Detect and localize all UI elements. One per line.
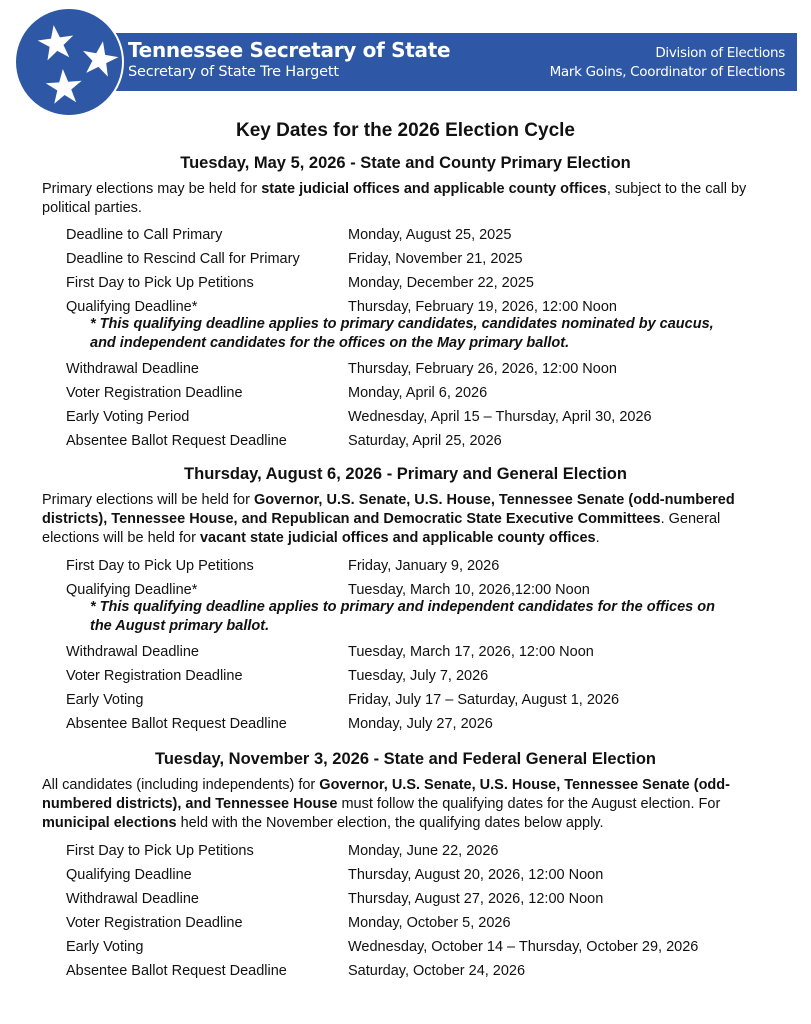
date-label: First Day to Pick Up Petitions [66, 275, 254, 291]
date-label: Voter Registration Deadline [66, 668, 243, 684]
date-value: Saturday, April 25, 2026 [348, 433, 502, 449]
date-value: Thursday, February 19, 2026, 12:00 Noon [348, 299, 617, 315]
intro-text: Primary elections may be held for [42, 181, 262, 197]
key-date-row [66, 935, 811, 959]
election-section [0, 152, 811, 453]
brand-title: Tennessee Secretary of State [128, 38, 451, 62]
date-value: Thursday, February 26, 2026, 12:00 Noon [348, 361, 617, 377]
intro-text: held with the November election, the qualifying dates below apply. [176, 815, 604, 831]
key-date-row [66, 223, 811, 247]
key-dates-list [66, 839, 811, 983]
intro-text: Primary elections will be held for [42, 492, 254, 508]
brand-block [128, 38, 450, 82]
key-dates-list [66, 554, 811, 736]
date-value: Friday, November 21, 2025 [348, 251, 523, 267]
qualifying-footnote: * This qualifying deadline applies to primary and independent candidates for the offices on the August primary ballot. [90, 599, 715, 634]
date-label: Voter Registration Deadline [66, 915, 243, 931]
sections-container [0, 152, 811, 983]
date-value: Monday, August 25, 2025 [348, 227, 512, 243]
date-label: Early Voting [66, 692, 144, 708]
intro-text: All candidates (including independents) for [42, 777, 320, 793]
division-name: Division of Elections [655, 45, 785, 61]
date-label: Qualifying Deadline [66, 867, 192, 883]
intro-emphasis: municipal elections [42, 815, 177, 831]
key-date-row [66, 911, 811, 935]
section-intro [42, 180, 772, 218]
key-date-row [66, 381, 811, 405]
date-value: Wednesday, October 14 – Thursday, October 29, 2026 [348, 939, 699, 955]
election-section [0, 463, 811, 736]
date-label: Voter Registration Deadline [66, 385, 243, 401]
date-value: Monday, June 22, 2026 [348, 843, 499, 859]
intro-text: . General elections will be held for [42, 511, 721, 546]
section-heading: Tuesday, November 3, 2026 - State and Federal General Election [155, 750, 656, 768]
key-date-row [66, 863, 811, 887]
page-title: Key Dates for the 2026 Election Cycle [236, 120, 575, 141]
election-section [0, 748, 811, 983]
date-value: Tuesday, July 7, 2026 [348, 668, 489, 684]
key-date-row [66, 271, 811, 295]
section-heading: Thursday, August 6, 2026 - Primary and General Election [184, 465, 627, 483]
intro-emphasis: Governor, U.S. Senate, U.S. House, Tennessee Senate (odd-numbered districts), and Tennessee House [42, 777, 730, 812]
section-intro [42, 491, 772, 548]
key-date-row [66, 664, 811, 688]
key-date-row [66, 959, 811, 983]
key-date-row [66, 640, 811, 664]
date-value: Wednesday, April 15 – Thursday, April 30, 2026 [348, 409, 652, 425]
date-value: Thursday, August 27, 2026, 12:00 Noon [348, 891, 604, 907]
date-label: Qualifying Deadline* [66, 582, 198, 598]
date-label: Deadline to Rescind Call for Primary [66, 251, 300, 267]
date-label: Withdrawal Deadline [66, 891, 199, 907]
date-value: Monday, December 22, 2025 [348, 275, 534, 291]
date-label: Absentee Ballot Request Deadline [66, 963, 287, 979]
date-label: Deadline to Call Primary [66, 227, 223, 243]
page-header [0, 0, 811, 118]
brand-subtitle: Secretary of State Tre Hargett [128, 64, 339, 80]
date-value: Monday, April 6, 2026 [348, 385, 488, 401]
key-date-row [66, 688, 811, 712]
date-label: Absentee Ballot Request Deadline [66, 433, 287, 449]
key-date-row [66, 887, 811, 911]
date-label: Withdrawal Deadline [66, 361, 199, 377]
intro-emphasis: state judicial offices and applicable county offices [261, 181, 607, 197]
intro-text: , subject to the call by political parties. [42, 181, 747, 216]
date-value: Monday, October 5, 2026 [348, 915, 511, 931]
section-intro [42, 776, 772, 833]
intro-text: must follow the qualifying dates for the August election. For [337, 796, 721, 812]
key-date-row [66, 839, 811, 863]
key-date-row [66, 429, 811, 453]
key-date-row [66, 405, 811, 429]
key-date-row [66, 357, 811, 381]
date-label: Absentee Ballot Request Deadline [66, 716, 287, 732]
document-body [0, 118, 811, 983]
date-value: Tuesday, March 17, 2026, 12:00 Noon [348, 644, 594, 660]
section-heading: Tuesday, May 5, 2026 - State and County Primary Election [180, 154, 631, 172]
qualifying-footnote: * This qualifying deadline applies to primary candidates, candidates nominated by caucus, and independent candidates for the offices on the May primary ballot. [90, 316, 714, 351]
date-value: Thursday, August 20, 2026, 12:00 Noon [348, 867, 604, 883]
date-label: Early Voting [66, 939, 144, 955]
date-value: Tuesday, March 10, 2026,12:00 Noon [348, 582, 590, 598]
key-date-row [66, 712, 811, 736]
date-value: Friday, January 9, 2026 [348, 558, 500, 574]
key-dates-list [66, 223, 811, 453]
date-label: Early Voting Period [66, 409, 190, 425]
division-block [550, 44, 785, 82]
date-label: Qualifying Deadline* [66, 299, 198, 315]
date-label: First Day to Pick Up Petitions [66, 843, 254, 859]
key-date-row [66, 554, 811, 578]
date-label: Withdrawal Deadline [66, 644, 199, 660]
intro-text: . [595, 530, 600, 546]
coordinator-name: Mark Goins, Coordinator of Elections [549, 64, 785, 80]
tri-star-seal-icon [14, 7, 124, 117]
date-value: Friday, July 17 – Saturday, August 1, 2026 [348, 692, 620, 708]
intro-emphasis: vacant state judicial offices and applicable county offices [199, 530, 596, 546]
date-value: Monday, July 27, 2026 [348, 716, 493, 732]
date-value: Saturday, October 24, 2026 [348, 963, 526, 979]
date-label: First Day to Pick Up Petitions [66, 558, 254, 574]
key-date-row [66, 247, 811, 271]
intro-emphasis: Governor, U.S. Senate, U.S. House, Tennessee Senate (odd-numbered districts), Tennessee House, and Republican and Democratic State Executive Committees [42, 492, 735, 527]
